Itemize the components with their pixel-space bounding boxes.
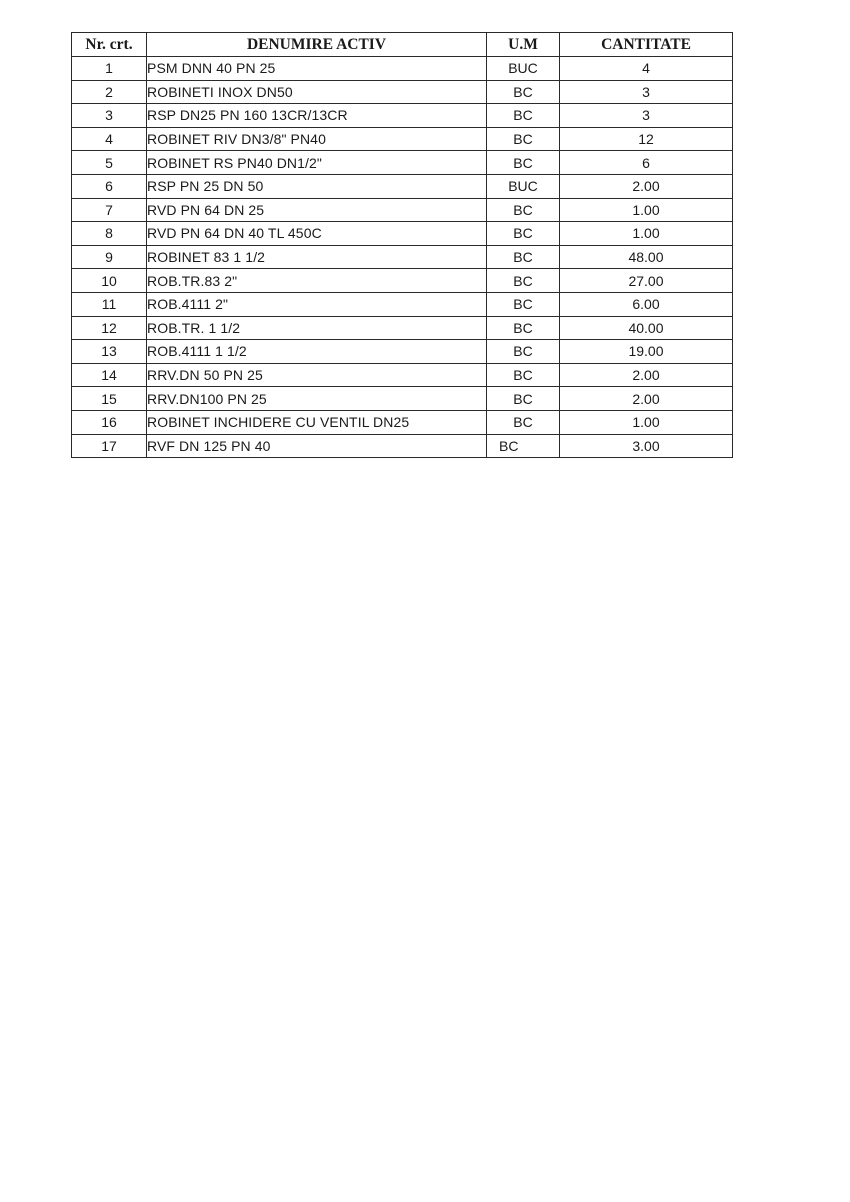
- cell-nr: 17: [72, 434, 147, 458]
- header-um: U.M: [487, 33, 560, 57]
- header-name: DENUMIRE ACTIV: [147, 33, 487, 57]
- cell-um: BC: [487, 340, 560, 364]
- cell-um: BC: [487, 434, 560, 458]
- table-row: [72, 57, 733, 81]
- header-qty: CANTITATE: [560, 33, 733, 57]
- cell-nr: 2: [72, 80, 147, 104]
- cell-name: RVD PN 64 DN 40 TL 450C: [147, 222, 487, 246]
- cell-name: RRV.DN 50 PN 25: [147, 363, 487, 387]
- cell-um: BC: [487, 198, 560, 222]
- cell-um: BUC: [487, 57, 560, 81]
- cell-nr: 16: [72, 410, 147, 434]
- table-row: [72, 151, 733, 175]
- cell-qty: 2.00: [560, 387, 733, 411]
- cell-qty: 48.00: [560, 245, 733, 269]
- cell-qty: 1.00: [560, 198, 733, 222]
- cell-qty: 27.00: [560, 269, 733, 293]
- cell-name: ROBINET 83 1 1/2: [147, 245, 487, 269]
- cell-um: BC: [487, 292, 560, 316]
- cell-name: PSM DNN 40 PN 25: [147, 57, 487, 81]
- cell-qty: 4: [560, 57, 733, 81]
- cell-qty: 3: [560, 80, 733, 104]
- table-row: [72, 80, 733, 104]
- table-row: [72, 292, 733, 316]
- cell-nr: 9: [72, 245, 147, 269]
- table-row: [72, 198, 733, 222]
- cell-name: ROB.4111 2": [147, 292, 487, 316]
- table-row: [72, 363, 733, 387]
- cell-um: BC: [487, 245, 560, 269]
- cell-name: ROBINETI INOX DN50: [147, 80, 487, 104]
- cell-qty: 3.00: [560, 434, 733, 458]
- cell-name: ROB.TR.83 2": [147, 269, 487, 293]
- table-row: [72, 434, 733, 458]
- cell-nr: 8: [72, 222, 147, 246]
- cell-um: BC: [487, 316, 560, 340]
- table-row: [72, 104, 733, 128]
- cell-qty: 1.00: [560, 222, 733, 246]
- table-row: [72, 174, 733, 198]
- cell-name: RVF DN 125 PN 40: [147, 434, 487, 458]
- cell-um: BC: [487, 80, 560, 104]
- table-row: [72, 269, 733, 293]
- cell-name: ROB.TR. 1 1/2: [147, 316, 487, 340]
- table-header-row: [72, 33, 733, 57]
- cell-name: ROBINET RIV DN3/8" PN40: [147, 127, 487, 151]
- cell-qty: 2.00: [560, 363, 733, 387]
- cell-name: ROBINET RS PN40 DN1/2": [147, 151, 487, 175]
- cell-nr: 4: [72, 127, 147, 151]
- cell-nr: 7: [72, 198, 147, 222]
- table-row: [72, 387, 733, 411]
- cell-qty: 6: [560, 151, 733, 175]
- cell-name: ROB.4111 1 1/2: [147, 340, 487, 364]
- cell-qty: 12: [560, 127, 733, 151]
- header-nr: Nr. crt.: [72, 33, 147, 57]
- cell-nr: 6: [72, 174, 147, 198]
- cell-qty: 40.00: [560, 316, 733, 340]
- cell-um: BC: [487, 363, 560, 387]
- cell-um: BC: [487, 104, 560, 128]
- cell-name: RSP PN 25 DN 50: [147, 174, 487, 198]
- cell-qty: 3: [560, 104, 733, 128]
- table-row: [72, 245, 733, 269]
- cell-um: BC: [487, 222, 560, 246]
- cell-nr: 11: [72, 292, 147, 316]
- cell-qty: 19.00: [560, 340, 733, 364]
- table-row: [72, 316, 733, 340]
- cell-nr: 14: [72, 363, 147, 387]
- cell-um: BC: [487, 151, 560, 175]
- cell-qty: 6.00: [560, 292, 733, 316]
- table-row: [72, 340, 733, 364]
- table-row: [72, 410, 733, 434]
- cell-nr: 5: [72, 151, 147, 175]
- cell-nr: 1: [72, 57, 147, 81]
- cell-nr: 3: [72, 104, 147, 128]
- cell-name: ROBINET INCHIDERE CU VENTIL DN25: [147, 410, 487, 434]
- cell-name: RRV.DN100 PN 25: [147, 387, 487, 411]
- cell-qty: 2.00: [560, 174, 733, 198]
- cell-um: BC: [487, 127, 560, 151]
- cell-name: RVD PN 64 DN 25: [147, 198, 487, 222]
- cell-um: BUC: [487, 174, 560, 198]
- cell-nr: 15: [72, 387, 147, 411]
- cell-um: BC: [487, 387, 560, 411]
- cell-um: BC: [487, 269, 560, 293]
- cell-qty: 1.00: [560, 410, 733, 434]
- cell-name: RSP DN25 PN 160 13CR/13CR: [147, 104, 487, 128]
- cell-um: BC: [487, 410, 560, 434]
- cell-nr: 13: [72, 340, 147, 364]
- inventory-table: [71, 32, 733, 458]
- cell-nr: 12: [72, 316, 147, 340]
- table-row: [72, 222, 733, 246]
- cell-nr: 10: [72, 269, 147, 293]
- table-row: [72, 127, 733, 151]
